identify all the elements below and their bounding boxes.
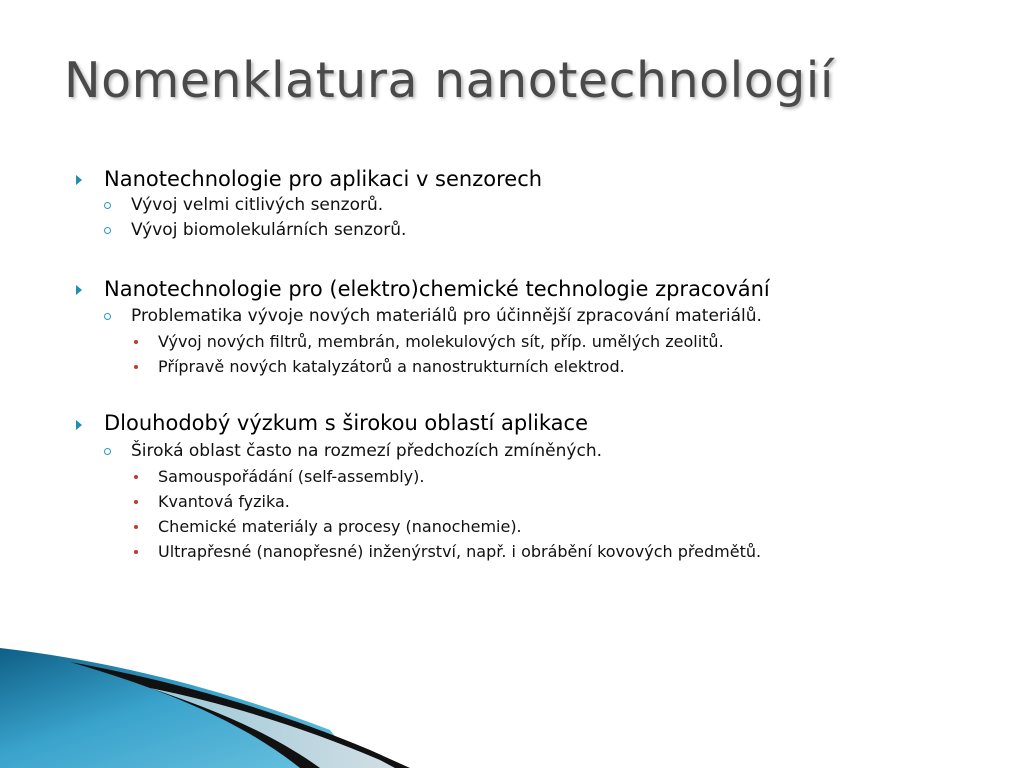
section-heading: Nanotechnologie pro (elektro)chemické technologie zpracování bbox=[104, 277, 770, 301]
section-heading: Dlouhodobý výzkum s širokou oblastí aplikace bbox=[104, 411, 588, 435]
list-item: Vývoj biomolekulárních senzorů. bbox=[131, 220, 407, 240]
sub-list-item: Vývoj nových filtrů, membrán, molekulových sít, příp. umělých zeolitů. bbox=[158, 332, 724, 351]
slide-title: Nomenklatura nanotechnologií bbox=[64, 52, 835, 109]
dot-bullet-icon bbox=[134, 525, 138, 529]
circle-bullet-icon bbox=[104, 313, 111, 320]
dot-bullet-icon bbox=[134, 475, 138, 479]
circle-bullet-icon bbox=[104, 448, 111, 455]
list-item: Vývoj velmi citlivých senzorů. bbox=[131, 195, 384, 215]
list-item: Problematika vývoje nových materiálů pro účinnější zpracování materiálů. bbox=[131, 306, 762, 326]
dot-bullet-icon bbox=[134, 365, 138, 369]
list-item: Široká oblast často na rozmezí předchozích zmíněných. bbox=[131, 441, 603, 461]
sub-list-item: Chemické materiály a procesy (nanochemie). bbox=[158, 517, 522, 536]
wave-decoration bbox=[0, 600, 1024, 768]
dot-bullet-icon bbox=[134, 550, 138, 554]
dot-bullet-icon bbox=[134, 340, 138, 344]
sub-list-item: Kvantová fyzika. bbox=[158, 492, 290, 511]
circle-bullet-icon bbox=[104, 227, 111, 234]
section-heading: Nanotechnologie pro aplikaci v senzorech bbox=[104, 167, 543, 191]
dot-bullet-icon bbox=[134, 500, 138, 504]
arrow-bullet-icon bbox=[76, 175, 82, 185]
arrow-bullet-icon bbox=[76, 285, 82, 295]
sub-list-item: Samouspořádání (self-assembly). bbox=[158, 467, 425, 486]
sub-list-item: Přípravě nových katalyzátorů a nanostrukturních elektrod. bbox=[158, 357, 625, 376]
arrow-bullet-icon bbox=[76, 420, 82, 430]
circle-bullet-icon bbox=[104, 202, 111, 209]
sub-list-item: Ultrapřesné (nanopřesné) inženýrství, např. i obrábění kovových předmětů. bbox=[158, 542, 762, 561]
